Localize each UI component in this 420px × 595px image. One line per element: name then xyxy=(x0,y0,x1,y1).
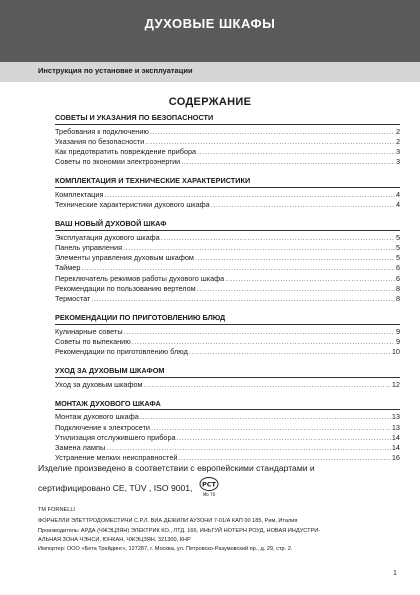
toc-entry[interactable] xyxy=(55,274,400,284)
toc-entry[interactable] xyxy=(55,233,400,243)
footer-line-2: Производитель: АРДА (ЧЖЭЦЗЯН) ЭЛЕКТРИК КО., ЛТД. 166, ИНЬГУЙ НОТЕРН РОУД, НОВАЯ ИНДУСТРИ- xyxy=(38,527,321,534)
toc-entry[interactable] xyxy=(55,157,400,167)
footer-brand: TM FORNELLI xyxy=(38,507,75,513)
toc-entry-page: 8 xyxy=(395,283,400,293)
toc-leader-dots xyxy=(225,274,395,284)
toc-section-heading: СОВЕТЫ И УКАЗАНИЯ ПО БЕЗОПАСНОСТИ xyxy=(55,113,400,125)
toc-entry-title: Кулинарные советы xyxy=(55,326,123,336)
toc-leader-dots xyxy=(144,380,391,390)
toc-entry-title: Эксплуатация духового шкафа xyxy=(55,232,160,242)
toc-entry[interactable] xyxy=(55,127,400,137)
toc-entry-title: Термостат xyxy=(55,293,91,303)
toc-entry-page: 12 xyxy=(391,379,400,389)
toc-entry[interactable] xyxy=(55,190,400,200)
toc-entry-title: Рекомендации по пользованию вертелом xyxy=(55,283,196,293)
toc-entry[interactable] xyxy=(55,263,400,273)
toc-entry-title: Замена лампы xyxy=(55,443,106,453)
toc-entry[interactable] xyxy=(55,137,400,147)
toc-entry-page: 4 xyxy=(395,200,400,210)
header-band xyxy=(0,0,420,62)
toc-entry-page: 5 xyxy=(395,242,400,252)
toc-entry[interactable] xyxy=(55,200,400,210)
toc-entry-title: Уход за духовым шкафом xyxy=(55,379,143,389)
toc-entry-page: 9 xyxy=(395,326,400,336)
toc-entry[interactable] xyxy=(55,412,400,422)
certification-line-1: Изделие произведено в соответствии с европейскими стандартами и xyxy=(38,463,315,473)
toc-section-heading: КОМПЛЕКТАЦИЯ И ТЕХНИЧЕСКИЕ ХАРАКТЕРИСТИКИ xyxy=(55,176,400,188)
contents-heading: СОДЕРЖАНИЕ xyxy=(168,96,252,108)
toc-entry-page: 13 xyxy=(391,412,400,422)
toc-entry[interactable] xyxy=(55,347,400,357)
toc-leader-dots xyxy=(197,147,395,157)
toc-entry-title: Комплектация xyxy=(55,189,104,199)
footer-line-3: АЛЬНАЯ ЗОНА ЧЭНСИ, ЮНКАН, ЧЖЭЦЗЯН, 321300, КНР xyxy=(38,536,191,543)
toc-entry-title: Элементы управления духовым шкафом xyxy=(55,253,194,263)
toc-entry-page: 6 xyxy=(395,273,400,283)
toc-leader-dots xyxy=(124,327,395,337)
toc-leader-dots xyxy=(91,294,395,304)
toc-section xyxy=(55,313,400,357)
toc-entry-title: Подключение к электросети xyxy=(55,422,151,432)
toc-section-heading: ВАШ НОВЫЙ ДУХОВОЙ ШКАФ xyxy=(55,219,400,231)
toc-leader-dots xyxy=(197,284,395,294)
toc-entry[interactable] xyxy=(55,433,400,443)
toc-leader-dots xyxy=(181,157,395,167)
toc-leader-dots xyxy=(195,253,395,263)
document-title: ДУХОВЫЕ ШКАФЫ xyxy=(144,16,276,31)
toc-entry-page: 6 xyxy=(395,263,400,273)
toc-leader-dots xyxy=(145,137,395,147)
toc-entry-title: Утилизация отслужившего прибора xyxy=(55,432,176,442)
toc-section xyxy=(55,366,400,390)
footer-line-4: Импортер: ООО «Бета Трейдинг», 127287, г. Москва, ул. Петровско-Разумовский пр., д. 29, стр. 2. xyxy=(38,546,293,553)
toc-leader-dots xyxy=(151,423,391,433)
toc-entry-page: 14 xyxy=(391,432,400,442)
toc-entry[interactable] xyxy=(55,423,400,433)
toc-entry[interactable] xyxy=(55,443,400,453)
toc-leader-dots xyxy=(161,233,395,243)
toc-leader-dots xyxy=(123,243,395,253)
pct-mark-sub: Mb 70 xyxy=(203,492,216,497)
toc-entry-page: 2 xyxy=(395,136,400,146)
footer-line-1: ФОРНЕЛЛИ ЭЛЕТТРОДОМЕСТИЧИ С.Р.Л. ВИА ДЕЖИЛИ АУЗОНИ 7-01/А КАП 00 185, Рим, Италия xyxy=(38,518,298,525)
toc-entry-title: Устранение мелких неисправностей xyxy=(55,453,178,463)
toc-section xyxy=(55,399,400,464)
toc-leader-dots xyxy=(106,443,391,453)
toc-entry-title: Монтаж духового шкафа xyxy=(55,412,139,422)
toc-leader-dots xyxy=(189,347,391,357)
toc-entry[interactable] xyxy=(55,147,400,157)
toc-entry[interactable] xyxy=(55,243,400,253)
page-number: 1 xyxy=(393,570,397,577)
toc-entry[interactable] xyxy=(55,327,400,337)
toc-leader-dots xyxy=(132,337,395,347)
toc-leader-dots xyxy=(150,127,395,137)
toc-leader-dots xyxy=(177,433,391,443)
toc-entry-page: 14 xyxy=(391,443,400,453)
toc-entry-title: Советы по экономии электроэнергии xyxy=(55,157,181,167)
toc-entry-title: Требования к подключению xyxy=(55,126,149,136)
document-subtitle: Инструкция по установке и эксплуатации xyxy=(38,66,193,75)
toc-entry-title: Указания по безопасности xyxy=(55,136,145,146)
toc-entry-title: Как предотвратить повреждение прибора xyxy=(55,146,197,156)
toc-entry-page: 8 xyxy=(395,293,400,303)
toc-entry-page: 2 xyxy=(395,126,400,136)
toc-entry-title: Рекомендации по приготовлению блюд xyxy=(55,347,188,357)
subtitle-band xyxy=(0,62,420,82)
toc-leader-dots xyxy=(81,263,395,273)
toc-section xyxy=(55,176,400,210)
footer xyxy=(38,506,410,554)
toc-leader-dots xyxy=(211,200,395,210)
toc-entry-page: 3 xyxy=(395,157,400,167)
toc-entry-title: Переключатель режимов работы духового шкафа xyxy=(55,273,225,283)
toc-entry[interactable] xyxy=(55,337,400,347)
toc-entry[interactable] xyxy=(55,380,400,390)
toc-entry-page: 13 xyxy=(391,422,400,432)
toc-leader-dots xyxy=(104,190,395,200)
toc-entry[interactable] xyxy=(55,284,400,294)
toc-entry-title: Таймер xyxy=(55,263,81,273)
toc-entry-page: 9 xyxy=(395,336,400,346)
toc-section xyxy=(55,113,400,167)
certification-line-2-row xyxy=(38,474,383,501)
certification-line-2: сертифицировано СЕ, TÜV , ISO 9001, xyxy=(38,482,193,493)
certification-statement xyxy=(38,462,383,501)
toc-entry-page: 10 xyxy=(391,347,400,357)
toc-section xyxy=(55,219,400,304)
toc-entry[interactable] xyxy=(55,294,400,304)
toc-leader-dots xyxy=(140,412,391,422)
toc-entry-page: 4 xyxy=(395,189,400,199)
toc-entry-title: Советы по выпеканию xyxy=(55,336,131,346)
toc-entry[interactable] xyxy=(55,253,400,263)
pct-mark-code: РСТ xyxy=(202,480,217,489)
toc-entry-page: 3 xyxy=(395,146,400,156)
toc-entry-page: 5 xyxy=(395,232,400,242)
toc-entry-page: 16 xyxy=(391,453,400,463)
toc-section-heading: РЕКОМЕНДАЦИИ ПО ПРИГОТОВЛЕНИЮ БЛЮД xyxy=(55,313,400,325)
toc-entry-page: 5 xyxy=(395,253,400,263)
toc-entry-title: Технические характеристики духового шкафа xyxy=(55,200,210,210)
table-of-contents xyxy=(55,113,400,472)
toc-section-heading: МОНТАЖ ДУХОВОГО ШКАФА xyxy=(55,399,400,411)
toc-section-heading: УХОД ЗА ДУХОВЫМ ШКАФОМ xyxy=(55,366,400,378)
toc-entry-title: Панель управления xyxy=(55,242,123,252)
pct-certification-mark-icon xyxy=(196,476,222,501)
